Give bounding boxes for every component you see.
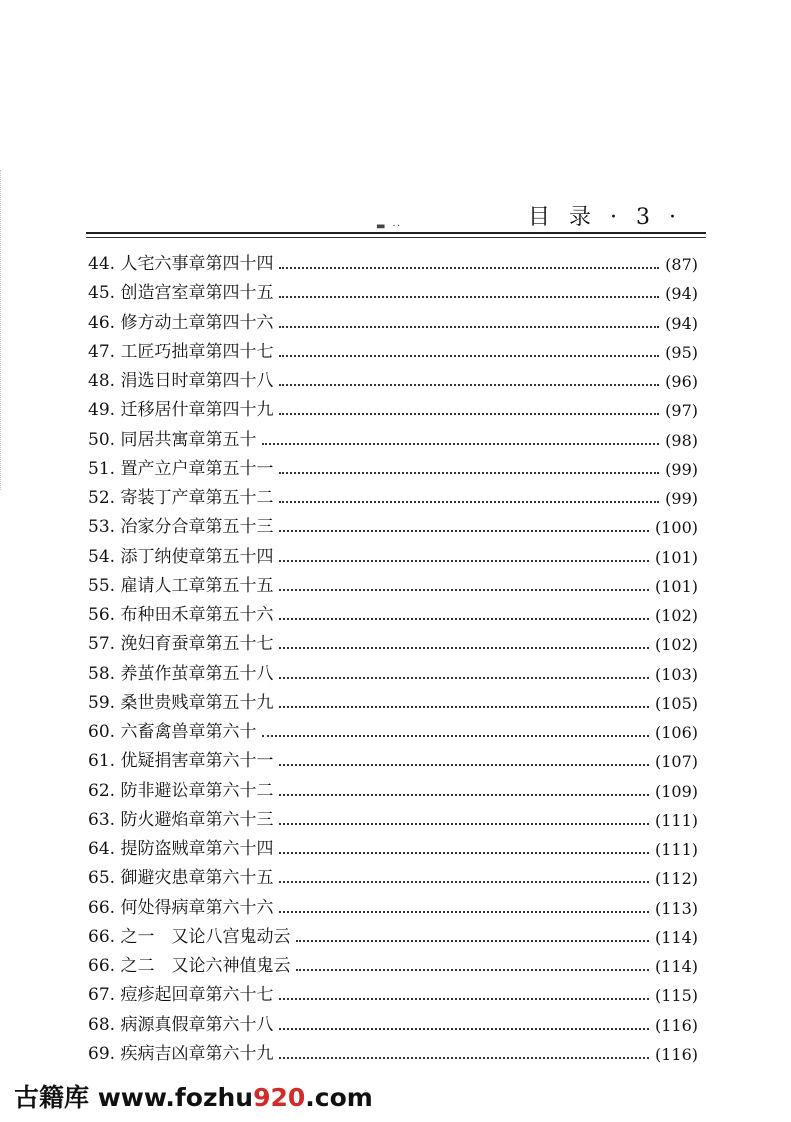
toc-entry-label: 66. 之一 又论八宫鬼动云 [88, 926, 291, 947]
watermark-prefix: 古籍库 www.fozhu [14, 1083, 254, 1112]
toc-entry-label: 49. 迁移居什章第四十九 [88, 400, 274, 421]
toc-entry-label: 65. 御避灾患章第六十五 [88, 868, 274, 889]
toc-entry-label: 48. 涓选日时章第四十八 [88, 371, 274, 392]
dot-leader [279, 412, 659, 415]
toc-entry[interactable] [88, 396, 698, 425]
dot-leader [279, 354, 659, 357]
toc-entry-label: 63. 防火避焰章第六十三 [88, 809, 274, 830]
dot-leader [279, 1027, 649, 1030]
dot-leader [279, 383, 659, 386]
toc-entry[interactable] [88, 513, 698, 542]
toc-entry-page: (116) [654, 1044, 698, 1064]
toc-entry-page: (95) [665, 342, 698, 362]
toc-entry-label: 46. 修方动土章第四十六 [88, 312, 274, 333]
dot-leader [279, 617, 649, 620]
dot-leader [279, 997, 649, 1000]
header-rule-thick [86, 232, 706, 234]
dot-leader [279, 1056, 649, 1059]
toc-entry-label: 45. 创造宫室章第四十五 [88, 283, 274, 304]
dot-leader [279, 880, 649, 883]
dot-leader [262, 734, 649, 737]
toc-entry-page: (107) [654, 752, 698, 772]
toc-entry-page: (105) [654, 693, 698, 713]
dot-leader [279, 676, 649, 679]
toc-entry-page: (113) [654, 898, 698, 918]
toc-entry[interactable] [88, 806, 698, 835]
toc-entry[interactable] [88, 1011, 698, 1040]
watermark [14, 1078, 373, 1114]
watermark-suffix: .com [305, 1083, 373, 1112]
toc-entry-label: 62. 防非避讼章第六十二 [88, 780, 274, 801]
toc-entry[interactable] [88, 601, 698, 630]
toc-entry-label: 67. 痘疹起回章第六十七 [88, 985, 274, 1006]
toc-entry-label: 58. 养茧作茧章第五十八 [88, 663, 274, 684]
dot-leader [279, 295, 659, 298]
toc-entry-label: 57. 浼妇育蚕章第五十七 [88, 634, 274, 655]
toc-entry-page: (101) [654, 576, 698, 596]
toc-entry[interactable] [88, 543, 698, 572]
toc-entry-page: (99) [665, 489, 698, 509]
toc-entry[interactable] [88, 250, 698, 279]
toc-entry[interactable] [88, 455, 698, 484]
toc-entry[interactable] [88, 338, 698, 367]
toc-entry-page: (114) [654, 957, 698, 977]
toc-entry[interactable] [88, 426, 698, 455]
toc-entry-label: 54. 添丁纳使章第五十四 [88, 546, 274, 567]
dot-leader [279, 646, 649, 649]
toc-entry[interactable] [88, 894, 698, 923]
dot-leader [279, 705, 649, 708]
toc-entry[interactable] [88, 718, 698, 747]
dot-leader [279, 588, 649, 591]
toc-entry[interactable] [88, 1040, 698, 1069]
dot-leader [279, 471, 659, 474]
toc-entry[interactable] [88, 981, 698, 1010]
toc-entry-label: 60. 六畜禽兽章第六十 [88, 722, 257, 743]
dot-leader [279, 763, 649, 766]
toc-entry-page: (111) [654, 840, 698, 860]
toc-entry-page: (103) [654, 664, 698, 684]
dot-leader [279, 559, 649, 562]
dot-leader [279, 529, 649, 532]
toc-entry-label: 50. 同居共寓章第五十 [88, 429, 257, 450]
toc-entry[interactable] [88, 689, 698, 718]
toc-entry-label: 51. 置产立户章第五十一 [88, 458, 274, 479]
dot-leader [296, 968, 649, 971]
toc-entry-label: 55. 雇请人工章第五十五 [88, 575, 274, 596]
toc-entry-page: (102) [654, 606, 698, 626]
toc-entry-label: 52. 寄装丁产章第五十二 [88, 488, 274, 509]
toc-entry-page: (109) [654, 781, 698, 801]
toc-entry-page: (94) [665, 284, 698, 304]
toc-entry[interactable] [88, 747, 698, 776]
dot-leader [279, 910, 649, 913]
watermark-highlight: 920 [253, 1083, 306, 1112]
dot-leader [279, 793, 649, 796]
toc-entry[interactable] [88, 923, 698, 952]
header-mark: ▬ ⸱⸱ [376, 221, 402, 232]
dot-leader [279, 851, 649, 854]
toc-entry-label: 59. 桑世贵贱章第五十九 [88, 692, 274, 713]
toc-entry-label: 56. 布种田禾章第五十六 [88, 605, 274, 626]
toc-entry-page: (87) [665, 255, 698, 275]
toc-entry-label: 68. 病源真假章第六十八 [88, 1014, 274, 1035]
dot-leader [279, 325, 659, 328]
toc-entry-label: 64. 提防盗贼章第六十四 [88, 839, 274, 860]
toc-entry-label: 66. 何处得病章第六十六 [88, 897, 274, 918]
toc-entry[interactable] [88, 952, 698, 981]
toc-entry-label: 61. 优疑捐害章第六十一 [88, 751, 274, 772]
toc-entry-page: (111) [654, 810, 698, 830]
page-title: 目 录 · 3 · [528, 205, 682, 230]
dot-leader [262, 442, 659, 445]
toc-entry-page: (116) [654, 1015, 698, 1035]
header-rule-thin [86, 237, 706, 238]
toc-entry-page: (96) [665, 372, 698, 392]
dot-leader [279, 500, 659, 503]
toc-entry[interactable] [88, 572, 698, 601]
toc-entry-page: (102) [654, 635, 698, 655]
toc-entry-page: (97) [665, 401, 698, 421]
toc-entry-label: 47. 工匠巧拙章第四十七 [88, 341, 274, 362]
toc-entry-label: 66. 之二 又论六神值鬼云 [88, 956, 291, 977]
toc-entry[interactable] [88, 484, 698, 513]
page-header [86, 196, 706, 232]
toc-entry-page: (106) [654, 723, 698, 743]
toc-entry-label: 44. 人宅六事章第四十四 [88, 254, 274, 275]
dot-leader [296, 939, 649, 942]
toc-entry-label: 69. 疾病吉凶章第六十九 [88, 1043, 274, 1064]
toc-entry[interactable] [88, 660, 698, 689]
toc-entry-page: (98) [665, 430, 698, 450]
toc-entry-page: (112) [654, 869, 698, 889]
dot-leader [279, 822, 649, 825]
table-of-contents [88, 250, 698, 1069]
toc-entry[interactable] [88, 309, 698, 338]
toc-entry[interactable] [88, 630, 698, 659]
toc-entry[interactable] [88, 777, 698, 806]
toc-entry[interactable] [88, 864, 698, 893]
scan-edge-mark [0, 170, 7, 490]
toc-entry-page: (101) [654, 547, 698, 567]
toc-entry-page: (99) [665, 459, 698, 479]
toc-entry-page: (115) [654, 986, 698, 1006]
toc-entry-label: 53. 冶家分合章第五十三 [88, 517, 274, 538]
toc-entry-page: (100) [654, 518, 698, 538]
toc-entry-page: (94) [665, 313, 698, 333]
toc-entry[interactable] [88, 835, 698, 864]
toc-entry-page: (114) [654, 927, 698, 947]
toc-entry[interactable] [88, 279, 698, 308]
dot-leader [279, 266, 659, 269]
toc-entry[interactable] [88, 367, 698, 396]
